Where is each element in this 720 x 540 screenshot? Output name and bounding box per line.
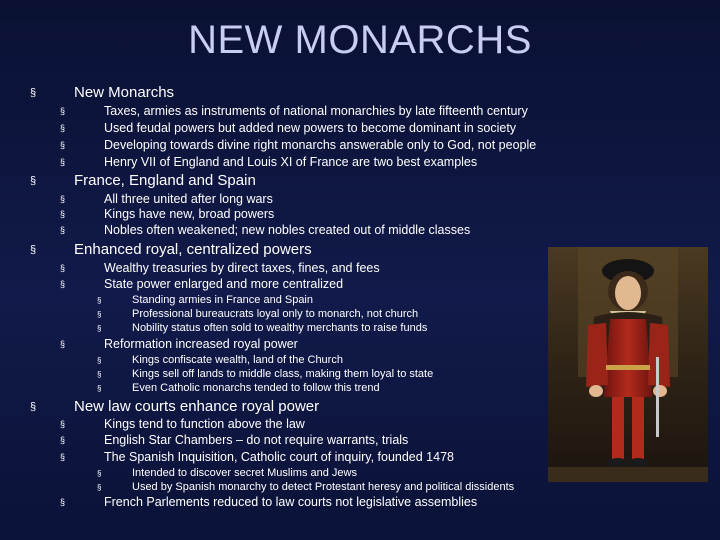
- bullet-icon: §: [60, 452, 66, 462]
- bullet-icon: §: [60, 225, 66, 235]
- section-heading-france-england-spain: § France, England and Spain: [30, 172, 256, 189]
- bullet-icon: §: [97, 469, 102, 478]
- bullet-icon: §: [60, 419, 66, 429]
- sub-list-item: § Standing armies in France and Spain: [97, 294, 313, 306]
- sub-list-item: § Kings confiscate wealth, land of the Church: [97, 354, 343, 366]
- portrait-illustration: [548, 247, 708, 482]
- bullet-icon: §: [97, 370, 102, 379]
- sub-list-item: § Even Catholic monarchs tended to follow this trend: [97, 382, 380, 394]
- list-item: § Taxes, armies as instruments of national monarchies by late fifteenth century: [60, 104, 528, 118]
- bullet-icon: §: [60, 140, 66, 150]
- bullet-icon: §: [30, 244, 37, 256]
- bullet-icon: §: [60, 209, 66, 219]
- bullet-icon: §: [97, 324, 102, 333]
- section-heading-new-law-courts: § New law courts enhance royal power: [30, 398, 320, 415]
- list-item: § Kings tend to function above the law: [60, 417, 305, 431]
- list-item: § State power enlarged and more centralized: [60, 277, 344, 291]
- section-heading-new-monarchs: § New Monarchs: [30, 84, 175, 101]
- sub-list-item: § Used by Spanish monarchy to detect Protestant heresy and political dissidents: [97, 481, 515, 493]
- bullet-icon: §: [97, 310, 102, 319]
- king-portrait: [548, 247, 708, 482]
- list-item: § All three united after long wars: [60, 192, 273, 206]
- list-item: § The Spanish Inquisition, Catholic court of inquiry, founded 1478: [60, 450, 454, 464]
- sub-list-item: § Kings sell off lands to middle class, making them loyal to state: [97, 368, 434, 380]
- list-item: § Wealthy treasuries by direct taxes, fines, and fees: [60, 261, 380, 275]
- list-item: § Reformation increased royal power: [60, 337, 298, 351]
- bullet-icon: §: [30, 401, 37, 413]
- slide-title: NEW MONARCHS: [188, 18, 532, 62]
- bullet-icon: §: [60, 279, 66, 289]
- bullet-icon: §: [30, 87, 37, 99]
- bullet-icon: §: [30, 175, 37, 187]
- bullet-icon: §: [60, 435, 66, 445]
- bullet-icon: §: [97, 356, 102, 365]
- list-item: § Kings have new, broad powers: [60, 207, 275, 221]
- list-item: § Nobles often weakened; new nobles created out of middle classes: [60, 223, 471, 237]
- list-item: § French Parlements reduced to law courts not legislative assemblies: [60, 495, 478, 509]
- bullet-icon: §: [97, 483, 102, 492]
- sub-list-item: § Intended to discover secret Muslims and Jews: [97, 467, 357, 479]
- list-item: § English Star Chambers – do not require warrants, trials: [60, 433, 409, 447]
- bullet-icon: §: [60, 263, 66, 273]
- bullet-icon: §: [60, 339, 66, 349]
- bullet-icon: §: [60, 497, 66, 507]
- list-item: § Henry VII of England and Louis XI of France are two best examples: [60, 155, 478, 169]
- bullet-icon: §: [60, 157, 66, 167]
- bullet-icon: §: [60, 194, 66, 204]
- bullet-icon: §: [97, 384, 102, 393]
- list-item: § Used feudal powers but added new powers to become dominant in society: [60, 121, 517, 135]
- bullet-icon: §: [97, 296, 102, 305]
- sub-list-item: § Professional bureaucrats loyal only to monarch, not church: [97, 308, 419, 320]
- section-heading-enhanced-royal-powers: § Enhanced royal, centralized powers: [30, 241, 312, 258]
- bullet-icon: §: [60, 106, 66, 116]
- bullet-icon: §: [60, 123, 66, 133]
- list-item: § Developing towards divine right monarchs answerable only to God, not people: [60, 138, 537, 152]
- sub-list-item: § Nobility status often sold to wealthy merchants to raise funds: [97, 322, 428, 334]
